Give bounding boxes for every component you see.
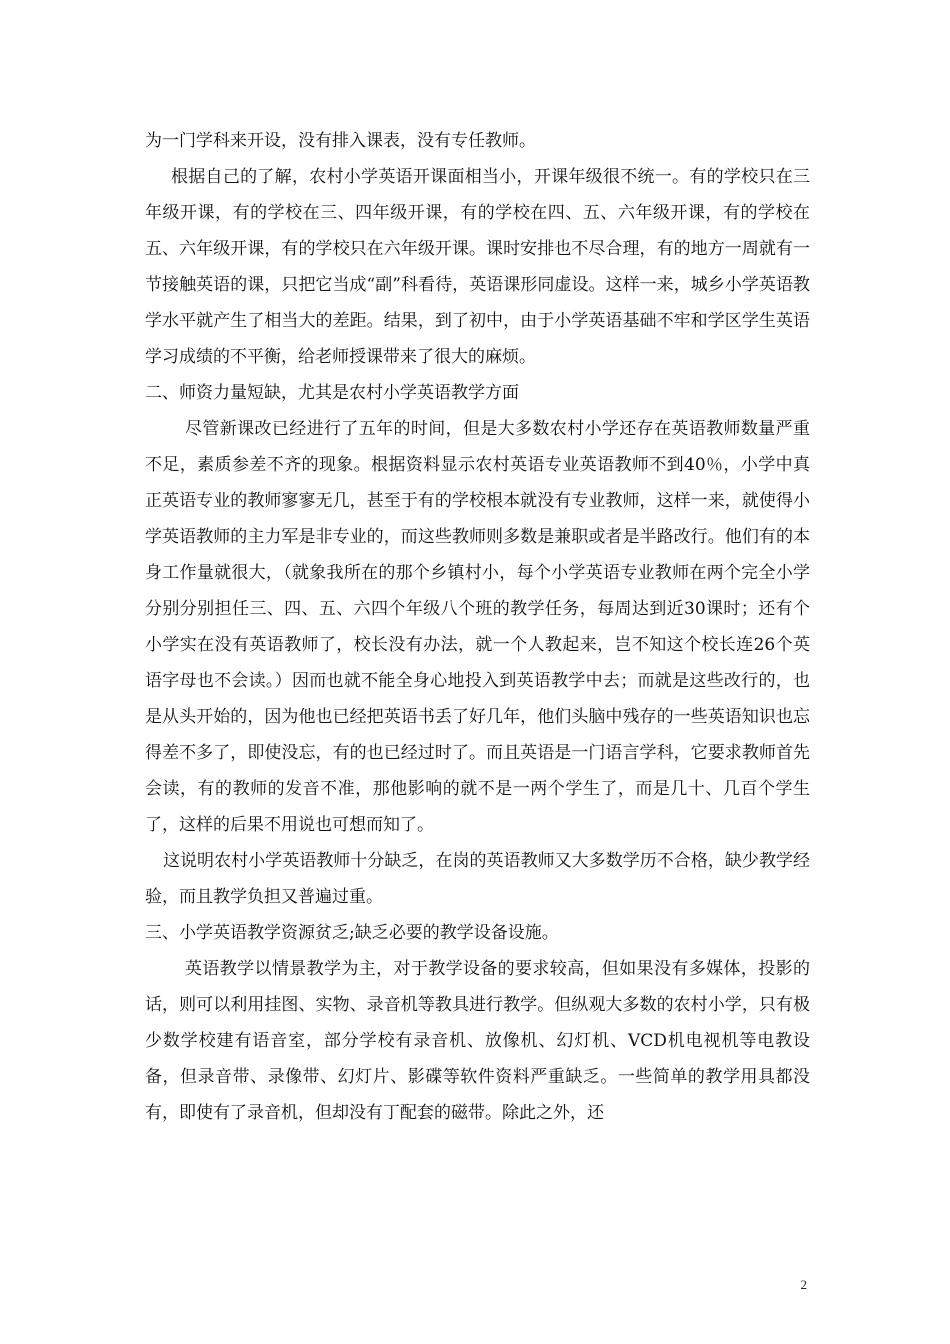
section-heading-teacher-shortage: 二、师资力量短缺，尤其是农村小学英语教学方面 <box>145 383 519 403</box>
page-number: 2 <box>800 1277 807 1292</box>
paragraph-course-offering: 根据自己的了解，农村小学英语开课面相当小，开课年级很不统一。有的学校只在三年级开课，有的学校在三、四年级开课，有的学校在四、五、六年级开课，有的学校在五、六年级开课，有的学校只在六年级开课。课时安排也不尽合理，有的地方一周就有一节接触英语的课，只把它当成“副”科看待，英语课形同虚设。这样一来，城乡小学英语教学水平就产生了相当大的差距。结果，到了初中，由于小学英语基础不牢和学区学生英语学习成绩的不平衡，给老师授课带来了很大的麻烦。 <box>145 167 810 367</box>
paragraph-continuation: 为一门学科来开设，没有排入课表，没有专任教师。 <box>145 131 536 151</box>
paragraph-resources: 英语教学以情景教学为主，对于教学设备的要求较高，但如果没有多媒体，投影的话，则可以利用挂图、实物、录音机等教具进行教学。但纵观大多数的农村小学，只有极少数学校建有语音室，部分学校有录音机、放像机、幻灯机、VCD机电视机等电教设备，但录音带、录像带、幻灯片、影碟等软件资料严重缺乏。一些简单的教学用具都没有，即使有了录音机，但却没有丁配套的磁带。除此之外，还 <box>145 959 810 1123</box>
document-body <box>145 123 810 1131</box>
paragraph-teacher-shortage: 尽管新课改已经进行了五年的时间，但是大多数农村小学还存在英语教师数量严重不足，素质参差不齐的现象。根据资料显示农村英语专业英语教师不到40％，小学中真正英语专业的教师寥寥无几，甚至于有的学校根本就没有专业教师，这样一来，就使得小学英语教师的主力军是非专业的，而这些教师则多数是兼职或者是半路改行。他们有的本身工作量就很大，（就象我所在的那个乡镇村小，每个小学英语专业教师在两个完全小学分别分别担任三、四、五、六四个年级八个班的教学任务，每周达到近30课时；还有个小学实在没有英语教师了，校长没有办法，就一个人教起来，岂不知这个校长连26个英语字母也不会读。）因而也就不能全身心地投入到英语教学中去；而就是这些改行的，也是从头开始的，因为他也已经把英语书丢了好几年，他们头脑中残存的一些英语知识也忘得差不多了，即使没忘，有的也已经过时了。而且英语是一门语言学科，它要求教师首先会读，有的教师的发音不准，那他影响的就不是一两个学生了，而是几十、几百个学生了，这样的后果不用说也可想而知了。 <box>145 419 810 835</box>
paragraph-summary: 这说明农村小学英语教师十分缺乏，在岗的英语教师又大多数学历不合格，缺少教学经验，而且教学负担又普遍过重。 <box>145 851 810 907</box>
section-heading-resources: 三、小学英语教学资源贫乏;缺乏必要的教学设备设施。 <box>145 923 559 943</box>
